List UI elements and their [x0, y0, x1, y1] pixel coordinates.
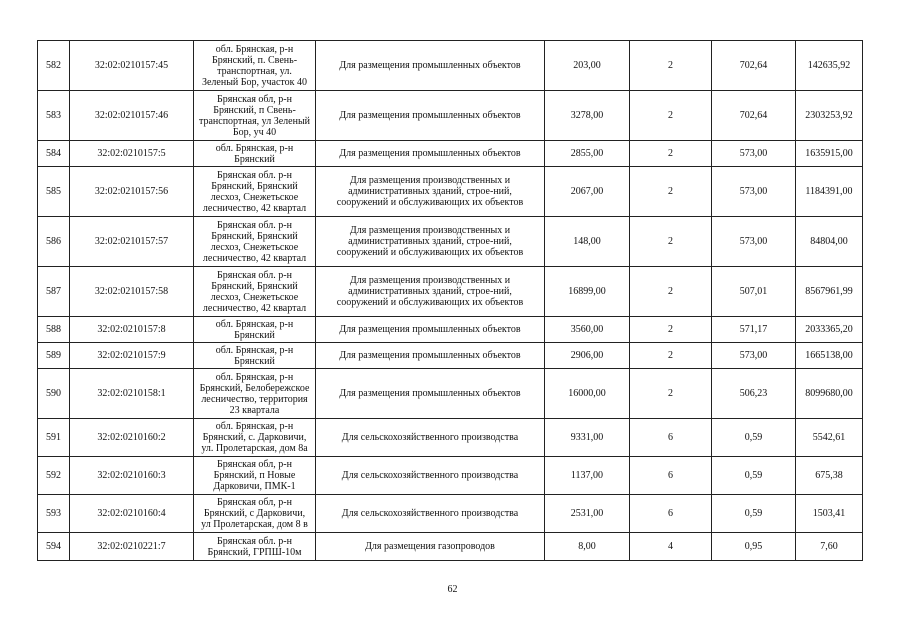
area-cell: 2531,00: [545, 495, 630, 533]
cadastral-value-cell: 1503,41: [796, 495, 863, 533]
specific-value-cell: 573,00: [712, 141, 796, 167]
table-row: [38, 217, 863, 267]
address-cell: Брянская обл, р-н Брянский, п Новые Дарковичи, ПМК-1: [194, 457, 316, 495]
area-cell: 148,00: [545, 217, 630, 267]
row-number-cell: 590: [38, 369, 70, 419]
specific-value-cell: 702,64: [712, 41, 796, 91]
table-row: [38, 457, 863, 495]
cadastral-number-cell: 32:02:0210157:56: [70, 167, 194, 217]
use-group-cell: 2: [630, 217, 712, 267]
cadastral-value-cell: 675,38: [796, 457, 863, 495]
row-number-cell: 582: [38, 41, 70, 91]
table-row: [38, 419, 863, 457]
permitted-use-cell: Для сельскохозяйственного производства: [316, 457, 545, 495]
table-row: [38, 167, 863, 217]
permitted-use-cell: Для размещения производственных и административных зданий, строе-ний, сооружений и обслуживающих их объектов: [316, 217, 545, 267]
row-number-cell: 587: [38, 267, 70, 317]
permitted-use-cell: Для размещения промышленных объектов: [316, 343, 545, 369]
permitted-use-cell: Для размещения промышленных объектов: [316, 41, 545, 91]
row-number-cell: 593: [38, 495, 70, 533]
cadastral-value-cell: 2303253,92: [796, 91, 863, 141]
table-row: [38, 369, 863, 419]
specific-value-cell: 506,23: [712, 369, 796, 419]
use-group-cell: 4: [630, 533, 712, 561]
table-row: [38, 533, 863, 561]
cadastral-value-cell: 142635,92: [796, 41, 863, 91]
table-row: [38, 91, 863, 141]
permitted-use-cell: Для сельскохозяйственного производства: [316, 495, 545, 533]
specific-value-cell: 573,00: [712, 343, 796, 369]
permitted-use-cell: Для размещения промышленных объектов: [316, 317, 545, 343]
row-number-cell: 584: [38, 141, 70, 167]
cadastral-number-cell: 32:02:0210160:3: [70, 457, 194, 495]
cadastral-value-cell: 1665138,00: [796, 343, 863, 369]
permitted-use-cell: Для размещения промышленных объектов: [316, 91, 545, 141]
cadastral-value-cell: 7,60: [796, 533, 863, 561]
address-cell: обл. Брянская, р-н Брянский, Белобережское лесничество, территория 23 квартала: [194, 369, 316, 419]
row-number-cell: 586: [38, 217, 70, 267]
address-cell: Брянская обл. р-н Брянский, Брянский лесхоз, Снежетьское лесничество, 42 квартал: [194, 167, 316, 217]
address-cell: обл. Брянская, р-н Брянский: [194, 141, 316, 167]
cadastral-number-cell: 32:02:0210157:5: [70, 141, 194, 167]
specific-value-cell: 507,01: [712, 267, 796, 317]
table-row: [38, 41, 863, 91]
use-group-cell: 2: [630, 41, 712, 91]
cadastral-number-cell: 32:02:0210158:1: [70, 369, 194, 419]
area-cell: 2855,00: [545, 141, 630, 167]
permitted-use-cell: Для сельскохозяйственного производства: [316, 419, 545, 457]
cadastral-number-cell: 32:02:0210157:57: [70, 217, 194, 267]
specific-value-cell: 0,59: [712, 419, 796, 457]
area-cell: 3560,00: [545, 317, 630, 343]
row-number-cell: 589: [38, 343, 70, 369]
area-cell: 1137,00: [545, 457, 630, 495]
row-number-cell: 583: [38, 91, 70, 141]
area-cell: 2067,00: [545, 167, 630, 217]
cadastral-value-cell: 8567961,99: [796, 267, 863, 317]
table-body: [38, 41, 863, 561]
area-cell: 9331,00: [545, 419, 630, 457]
area-cell: 8,00: [545, 533, 630, 561]
specific-value-cell: 0,59: [712, 495, 796, 533]
address-cell: Брянская обл, р-н Брянский, с Дарковичи, ул Пролетарская, дом 8 в: [194, 495, 316, 533]
cadastral-number-cell: 32:02:0210157:58: [70, 267, 194, 317]
land-register-table: [37, 40, 863, 561]
table-row: [38, 343, 863, 369]
specific-value-cell: 702,64: [712, 91, 796, 141]
table-row: [38, 141, 863, 167]
address-cell: обл. Брянская, р-н Брянский: [194, 317, 316, 343]
row-number-cell: 594: [38, 533, 70, 561]
row-number-cell: 591: [38, 419, 70, 457]
cadastral-number-cell: 32:02:0210160:2: [70, 419, 194, 457]
specific-value-cell: 573,00: [712, 217, 796, 267]
table-row: [38, 317, 863, 343]
specific-value-cell: 0,95: [712, 533, 796, 561]
cadastral-number-cell: 32:02:0210157:46: [70, 91, 194, 141]
use-group-cell: 6: [630, 495, 712, 533]
cadastral-number-cell: 32:02:0210157:8: [70, 317, 194, 343]
area-cell: 16000,00: [545, 369, 630, 419]
address-cell: Брянская обл. р-н Брянский, Брянский лесхоз, Снежетьское лесничество, 42 квартал: [194, 217, 316, 267]
cadastral-number-cell: 32:02:0210221:7: [70, 533, 194, 561]
specific-value-cell: 0,59: [712, 457, 796, 495]
use-group-cell: 2: [630, 267, 712, 317]
address-cell: обл. Брянская, р-н Брянский: [194, 343, 316, 369]
table-row: [38, 495, 863, 533]
address-cell: обл. Брянская, р-н Брянский, п. Свень- транспортная, ул. Зеленый Бор, участок 40: [194, 41, 316, 91]
address-cell: Брянская обл. р-н Брянский, Брянский лесхоз, Снежетьское лесничество, 42 квартал: [194, 267, 316, 317]
area-cell: 16899,00: [545, 267, 630, 317]
cadastral-value-cell: 2033365,20: [796, 317, 863, 343]
cadastral-number-cell: 32:02:0210160:4: [70, 495, 194, 533]
cadastral-value-cell: 8099680,00: [796, 369, 863, 419]
use-group-cell: 6: [630, 419, 712, 457]
cadastral-value-cell: 1635915,00: [796, 141, 863, 167]
cadastral-value-cell: 1184391,00: [796, 167, 863, 217]
permitted-use-cell: Для размещения промышленных объектов: [316, 369, 545, 419]
specific-value-cell: 573,00: [712, 167, 796, 217]
row-number-cell: 592: [38, 457, 70, 495]
row-number-cell: 585: [38, 167, 70, 217]
permitted-use-cell: Для размещения производственных и административных зданий, строе-ний, сооружений и обслуживающих их объектов: [316, 267, 545, 317]
use-group-cell: 2: [630, 167, 712, 217]
cadastral-number-cell: 32:02:0210157:45: [70, 41, 194, 91]
use-group-cell: 2: [630, 369, 712, 419]
permitted-use-cell: Для размещения производственных и административных зданий, строе-ний, сооружений и обслуживающих их объектов: [316, 167, 545, 217]
row-number-cell: 588: [38, 317, 70, 343]
permitted-use-cell: Для размещения газопроводов: [316, 533, 545, 561]
address-cell: Брянская обл, р-н Брянский, п Свень- транспортная, ул Зеленый Бор, уч 40: [194, 91, 316, 141]
cadastral-number-cell: 32:02:0210157:9: [70, 343, 194, 369]
cadastral-value-cell: 84804,00: [796, 217, 863, 267]
use-group-cell: 6: [630, 457, 712, 495]
use-group-cell: 2: [630, 317, 712, 343]
address-cell: Брянская обл. р-н Брянский, ГРПШ-10м: [194, 533, 316, 561]
use-group-cell: 2: [630, 141, 712, 167]
area-cell: 3278,00: [545, 91, 630, 141]
area-cell: 203,00: [545, 41, 630, 91]
permitted-use-cell: Для размещения промышленных объектов: [316, 141, 545, 167]
address-cell: обл. Брянская, р-н Брянский, с. Дарковичи, ул. Пролетарская, дом 8а: [194, 419, 316, 457]
specific-value-cell: 571,17: [712, 317, 796, 343]
table-row: [38, 267, 863, 317]
use-group-cell: 2: [630, 343, 712, 369]
use-group-cell: 2: [630, 91, 712, 141]
cadastral-value-cell: 5542,61: [796, 419, 863, 457]
page-number: 62: [447, 584, 458, 595]
area-cell: 2906,00: [545, 343, 630, 369]
